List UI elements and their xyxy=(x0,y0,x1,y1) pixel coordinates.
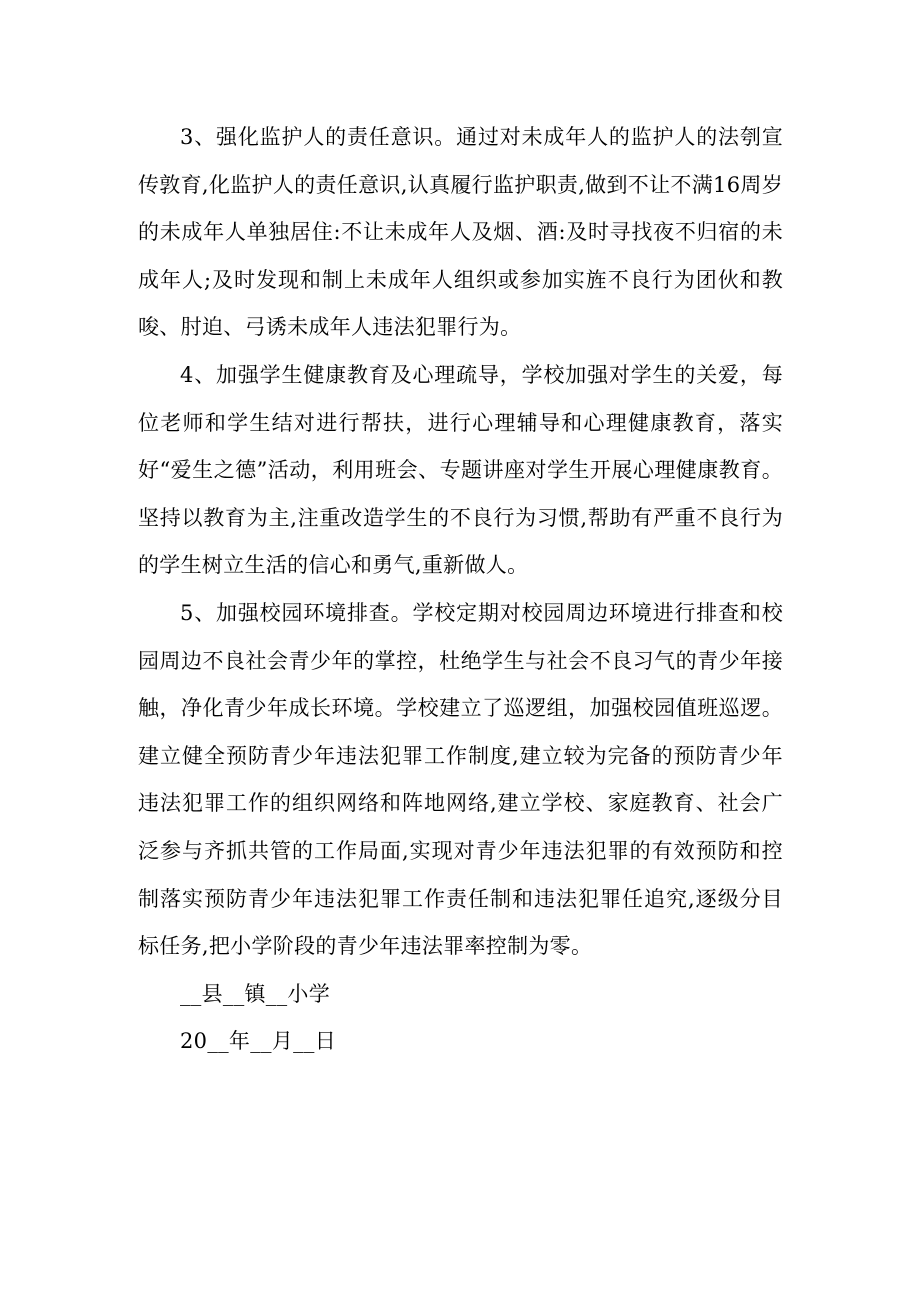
signature-school: __县__镇__小学 xyxy=(180,981,330,1006)
signature-date: 20__年__月__日 xyxy=(180,1029,337,1054)
paragraph-item-4: 4、加强学生健康教育及心理疏导，学校加强对学生的关爱，每位老师和学生结对进行帮扶，进行心理辅导和心理健康教育，落实好“爱生之德”活动，利用班会、专题讲座对学生开展心理健康教育。坚持以教育为主,注重改造学生的不良行为习惯,帮助有严重不良行为的学生树立生活的信心和勇气,重新做人。 xyxy=(138,362,783,578)
document-body xyxy=(138,114,783,1066)
paragraph-item-5: 5、加强校园环境排查。学校定期对校园周边环境进行排查和校园周边不良社会青少年的掌控，杜绝学生与社会不良习气的青少年接触，净化青少年成长环境。学校建立了巡逻组，加强校园值班巡逻。建立健全预防青少年违法犯罪工作制度,建立较为完备的预防青少年违法犯罪工作的组织网络和阵地网络,建立学校、家庭教育、社会广泛参与齐抓共管的工作局面,实现对青少年违法犯罪的有效预防和控制落实预防青少年违法犯罪工作责任制和违法犯罪任追究,逐级分目标任务,把小学阶段的青少年违法罪率控制为零。 xyxy=(138,600,783,959)
paragraph-item-3: 3、强化监护人的责任意识。通过对未成年人的监护人的法刳宣传敦育,化监护人的责任意识,认真履行监护职责,做到不让不满16周岁的未成年人单独居住:不让未成年人及烟、酒:及时寻找夜不归宿的未成年人;及时发现和制上未成年人组织或参加实旌不良行为团伙和教唆、肘迫、弓诱未成年人违法犯罪行为。 xyxy=(138,125,783,340)
